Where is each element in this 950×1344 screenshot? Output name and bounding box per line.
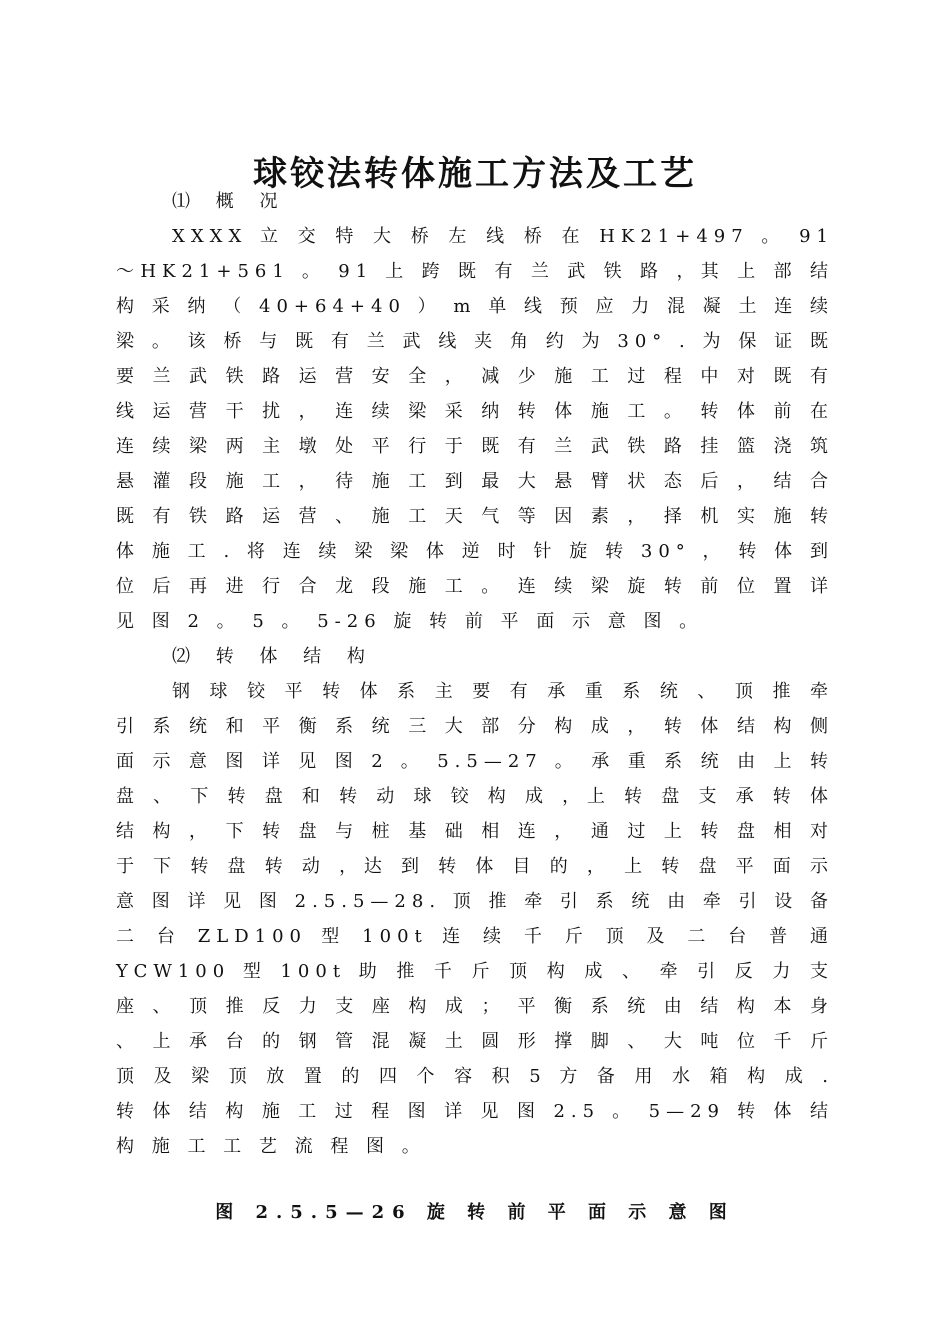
document-title: 球铰法转体施工方法及工艺 [253, 153, 697, 194]
section-paragraph-overview: XXXX 立 交 特 大 桥 左 线 桥 在 HK21+497 。 91 ～HK21+561 。 91 上 跨 既 有 兰 武 铁 路 ，其 上 部 结 构 采 纳 （ 40+64+40 ） m 单 线 预 应 力 混 凝 土 连 续 梁 。 该 桥 与 既 有 兰 武 线 夹 角 约 为 30° . 为 保 证 既 要 兰 武 铁 路 运 营 安 全 ， 减 少 施 工 过 程 中 对 既 有 线 运 营 干 扰 ， 连 续 梁 采 纳 转 体 施 工 。 转 体 前 在 连 续 梁 两 主 墩 处 平 行 于 既 有 兰 武 铁 路 挂 篮 浇 筑 悬 灌 段 施 工 ， 待 施 工 到 最 大 悬 臂 状 态 后 ， 结 合 既 有 铁 路 运 营 、 施 工 天 气 等 因 素 ， 择 机 实 施 转 体 施 工 . 将 连 续 梁 梁 体 逆 时 针 旋 转 30° ， 转 体 到 位 后 再 进 行 合 龙 段 施 工 。 连 续 梁 旋 转 前 位 置 详 见 图 2 。 5 。 5-26 旋 转 前 平 面 示 意 图 。 [116, 226, 834, 632]
figure-caption: 图 2.5.5—26 旋 转 前 平 面 示 意 图 [215, 1202, 735, 1223]
document-body [116, 184, 834, 1164]
section-paragraph-structure: 钢 球 铰 平 转 体 系 主 要 有 承 重 系 统 、 顶 推 牵 引 系 统 和 平 衡 系 统 三 大 部 分 构 成 ， 转 体 结 构 侧 面 示 意 图 详 见 图 2 。 5.5—27 。 承 重 系 统 由 上 转 盘 、 下 转 盘 和 转 动 球 铰 构 成 ，上 转 盘 支 承 转 体 结 构 ， 下 转 盘 与 桩 基 础 相 连 ， 通 过 上 转 盘 相 对 于 下 转 盘 转 动 ，达 到 转 体 目 的 ， 上 转 盘 平 面 示 意 图 详 见 图 2.5.5—28. 顶 推 牵 引 系 统 由 牵 引 设 备 二 台 ZLD100 型 100t 连 续 千 斤 顶 及 二 台 普 通 YCW100 型 100t 助 推 千 斤 顶 构 成 、 牵 引 反 力 支 座 、 顶 推 反 力 支 座 构 成 ； 平 衡 系 统 由 结 构 本 身 、 上 承 台 的 钢 管 混 凝 土 圆 形 撑 脚 、 大 吨 位 千 斤 顶 及 梁 顶 放 置 的 四 个 容 积 5 方 备 用 水 箱 构 成 . 转 体 结 构 施 工 过 程 图 详 见 图 2.5 。 5—29 转 体 结 构 施 工 工 艺 流 程 图 。 [116, 681, 834, 1157]
section-heading-structure: ⑵ 转 体 结 构 [172, 646, 375, 667]
section-heading-overview: ⑴ 概 况 [172, 191, 288, 212]
